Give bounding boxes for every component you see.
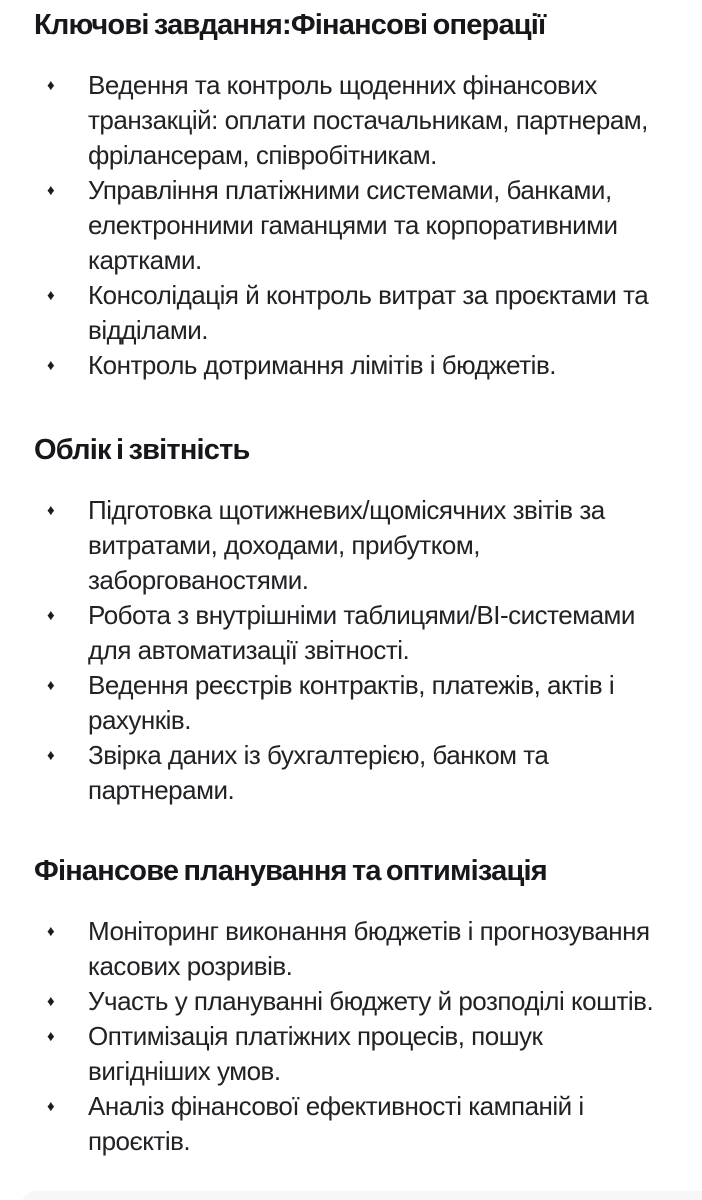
list-item-text: Ведення реєстрів контрактів, платежів, актів і рахунків. — [88, 670, 615, 735]
diamond-bullet-icon: ♦ — [47, 923, 55, 940]
task-list-financial-planning — [34, 914, 672, 1159]
list-item-text: Підготовка щотижневих/щомісячних звітів за витратами, доходами, прибутком, заборгованостями. — [88, 495, 605, 595]
diamond-bullet-icon: ♦ — [47, 1098, 55, 1115]
diamond-bullet-icon: ♦ — [47, 677, 55, 694]
list-item — [34, 1019, 672, 1089]
list-item-text: Управління платіжними системами, банками, електронними гаманцями та корпоративними картками. — [88, 175, 618, 275]
list-item — [34, 984, 672, 1019]
list-item — [34, 173, 672, 278]
list-item — [34, 68, 672, 173]
task-list-financial-operations — [34, 68, 672, 383]
next-card-top-edge — [22, 1191, 702, 1200]
section-heading-accounting-reporting: Облік і звітність — [34, 434, 250, 466]
list-item — [34, 738, 672, 808]
list-item-text: Консолідація й контроль витрат за проєктами та відділами. — [88, 280, 649, 345]
task-list-accounting-reporting — [34, 493, 672, 808]
list-item-text: Оптимізація платіжних процесів, пошук вигідніших умов. — [88, 1021, 543, 1086]
list-item — [34, 598, 672, 668]
list-item-text: Участь у плануванні бюджету й розподілі коштів. — [88, 986, 654, 1016]
diamond-bullet-icon: ♦ — [47, 1028, 55, 1045]
list-item-text: Моніторинг виконання бюджетів і прогнозування касових розривів. — [88, 916, 650, 981]
diamond-bullet-icon: ♦ — [47, 287, 55, 304]
list-item-text: Звірка даних із бухгалтерією, банком та партнерами. — [88, 740, 549, 805]
section-financial-operations — [34, 6, 672, 383]
list-item — [34, 493, 672, 598]
diamond-bullet-icon: ♦ — [47, 502, 55, 519]
list-item-text: Робота з внутрішніми таблицями/BI-системами для автоматизації звітності. — [88, 600, 635, 665]
section-financial-planning — [34, 852, 672, 1159]
list-item — [34, 668, 672, 738]
section-heading-financial-operations: Ключові завдання:Фінансові операції — [34, 9, 546, 41]
section-accounting-reporting — [34, 431, 672, 808]
diamond-bullet-icon: ♦ — [47, 747, 55, 764]
diamond-bullet-icon: ♦ — [47, 607, 55, 624]
list-item-text: Контроль дотримання лімітів і бюджетів. — [88, 350, 556, 380]
diamond-bullet-icon: ♦ — [47, 993, 55, 1010]
list-item — [34, 278, 672, 348]
diamond-bullet-icon: ♦ — [47, 77, 55, 94]
section-heading-financial-planning: Фінансове планування та оптимізація — [34, 855, 547, 887]
list-item-text: Аналіз фінансової ефективності кампаній і проєктів. — [88, 1091, 584, 1156]
list-item — [34, 914, 672, 984]
list-item — [34, 1089, 672, 1159]
list-item-text: Ведення та контроль щоденних фінансових транзакцій: оплати постачальникам, партнерам, фрілансерам, співробітникам. — [88, 70, 648, 170]
diamond-bullet-icon: ♦ — [47, 182, 55, 199]
diamond-bullet-icon: ♦ — [47, 357, 55, 374]
list-item — [34, 348, 672, 383]
